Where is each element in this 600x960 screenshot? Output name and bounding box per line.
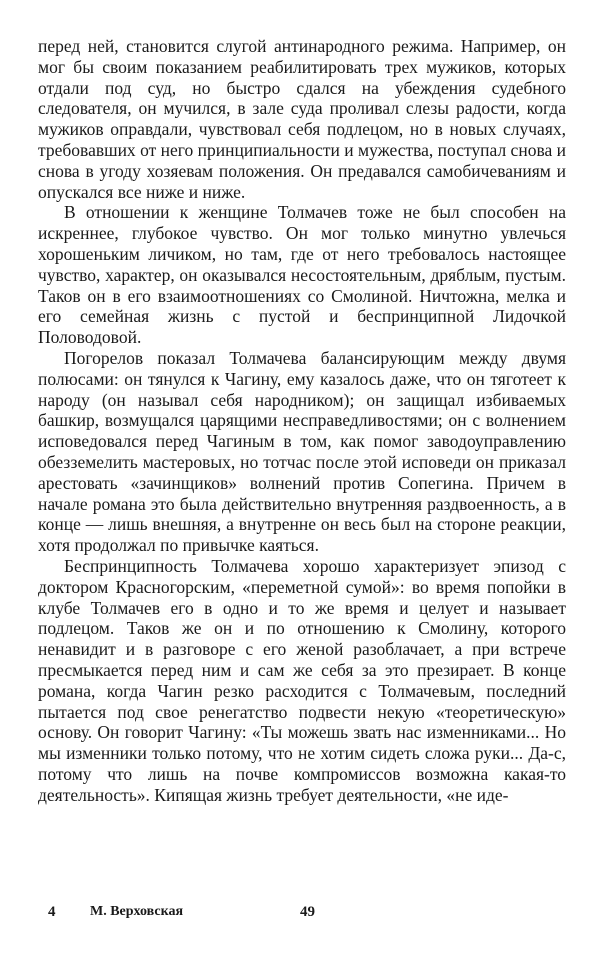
footer-author: М. Верховская [90, 904, 184, 919]
page-footer [38, 904, 566, 928]
paragraph-continuation: перед ней, становится слугой антинародного режима. Например, он мог бы своим показанием реабилитировать трех мужиков, которых отдали под суд, но быстро сдался на убеждения судебного следователя, он мучился, в зале суда проливал слезы радости, когда мужиков оправдали, чувствовал себя подлецом, но в новых случаях, требовавших от него принципиальности и мужества, поступал снова и снова в угоду хозяевам положения. Он предавался самобичеваниям и опускался все ниже и ниже. [38, 36, 566, 202]
signature-mark: 4 [48, 904, 56, 920]
paragraph-women: В отношении к женщине Толмачев тоже не был способен на искреннее, глубокое чувство. Он мог только минутно увлечься хорошеньким личиком, но там, где от него требовалось настоящее чувство, характер, он оказывался несостоятельным, дряблым, пустым. Таков он в его взаимоотношениях со Смолиной. Ничтожна, мелка и его семейная жизнь с пустой и беспринципной Лидочкой Половодовой. [38, 202, 566, 348]
paragraph-two-poles: Погорелов показал Толмачева балансирующим между двумя полюсами: он тянулся к Чагину, ему казалось даже, что он тяготеет к народу (он называл себя народником); он защищал избиваемых башкир, возмущался царящими несправедливостями; он с волнением исповедовался перед Чагиным в том, как помог заводоуправлению обезземелить мастеровых, но тотчас после этой исповеди он приказал арестовать «зачинщиков» волнений против Сопегина. Причем в начале романа это была действительно внутренняя раздвоенность, а в конце — лишь внешняя, а внутренне он весь был на стороне реакции, хотя продолжал по привычке каяться. [38, 347, 566, 556]
paragraph-unprincipled: Беспринципность Толмачева хорошо характеризует эпизод с доктором Красногорским, «переметной сумой»: во время попойки в клубе Толмачев его в одно и то же время и целует и называет подлецом. Таков же он и по отношению к Смолину, которого ненавидит и в разговоре с его женой разоблачает, а при встрече пресмыкается перед ним и сам же себя за это презирает. В конце романа, когда Чагин резко расходится с Толмачевым, последний пытается под свое ренегатство подвести некую «теоретическую» основу. Он говорит Чагину: «Ты можешь звать нас изменниками... Но мы изменники только потому, что не хотим сидеть сложа руки... Да-с, потому что лишь на почве компромиссов возможна какая-то деятельность». Кипящая жизнь требует деятельности, «не иде- [38, 555, 566, 805]
body-text [38, 36, 566, 805]
page-number: 49 [300, 904, 315, 920]
